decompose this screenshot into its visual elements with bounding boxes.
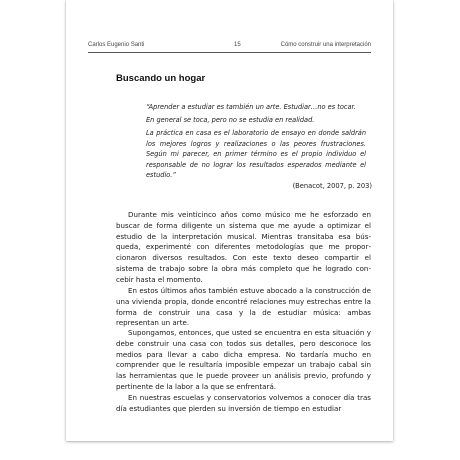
section-title: Buscando un hogar — [116, 73, 206, 84]
running-head — [88, 40, 371, 53]
epigraph-line-1: “Aprender a estudiar es también un arte. Estudiar…no es tocar. — [146, 103, 356, 111]
body-paragraph-2: En estos últimos años también estuve abocado a la construcción de una vivienda propia, donde encontré relaciones muy estrechas entre la forma de construir una casa y la de estudiar música: ambas representan un arte. — [116, 286, 371, 328]
body-paragraph-4: En nuestras escuelas y conservatorios volvemos a conocer día tras día estudiantes que pierden su inversión de tiempo en estudiar — [116, 393, 371, 413]
epigraph-paragraph: La práctica en casa es el laboratorio de ensayo en donde saldrán los mejores logros y realizaciones o las peores frustraciones. Según mi parecer, en primer término es el propio individuo el responsable de no lograr los resultados esperados mediante el estudio.” — [146, 129, 366, 180]
running-head-book-title: Cómo construir una interpretación — [280, 42, 371, 48]
book-page — [66, 0, 393, 441]
epigraph-line-2: En general se toca, pero no se estudia en realidad. — [146, 116, 315, 124]
epigraph-citation: (Benacot, 2007, p. 203) — [292, 182, 372, 190]
body-paragraph-1: Durante mis veinticinco años como músico me he esforzado en buscar de forma diligente un sistema que me ayude a optimizar el estudio de la interpretación musical. Mientras transitaba esa búsqueda, experimenté con diferentes metodologías que me proporcionaron diversos resultados. Con este texto deseo compartir el sistema de trabajo sobre la obra más completo que he logrado concebir hasta el momento. — [116, 210, 371, 284]
page-number: 15 — [234, 42, 241, 48]
running-head-author: Carlos Eugenio Santi — [88, 42, 145, 48]
body-paragraph-3: Supongamos, entonces, que usted se encuentra en esta situación y debe construir una casa con todos sus detalles, pero desconoce los medios para llevar a cabo dicha empresa. No tardaría mucho en comprender que le resultaría imposible empezar un trabajo cabal sin las herramientas que le puede proveer un análisis previo, profundo y pertinente de la labor a la que se enfrentará. — [116, 328, 371, 391]
